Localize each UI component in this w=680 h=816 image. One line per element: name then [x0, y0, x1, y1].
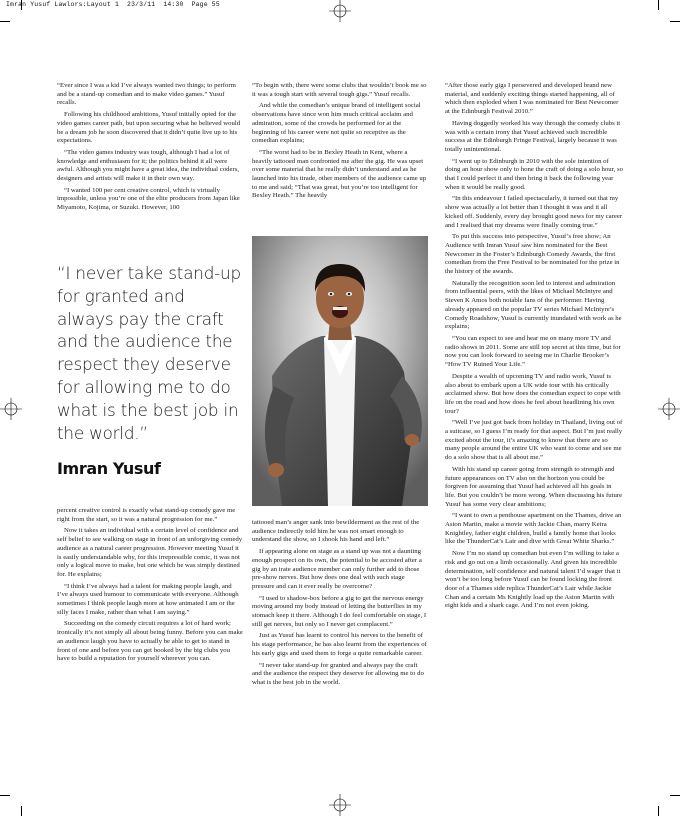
pull-quote: “I never take stand-up for granted and always pay the craft and the audience the respect they deserve for allowing me to do what is the best job in the world.”: [57, 263, 241, 443]
column-1-bottom: [57, 507, 243, 667]
paragraph: percent creative control is exactly what stand-up comedy gave me right from the start, so it was a natural progression for me.”: [57, 507, 236, 523]
paragraph: “I went up to Edinburgh in 2010 with the sole intention of doing an hour show only to hone the craft of doing a solo hour, so that I could perfect it and then bring it back the following year when it would be really good.: [445, 157, 624, 191]
paragraph: “I wanted 100 per cent creative control, which is virtually impossible, unless you’re one of the elite producers from Japan like Miyamoto, Kojima, or Suzuki. However, 100: [57, 186, 240, 212]
paragraph: tattooed man’s anger sank into bewilderment as the rest of the audience indirectly told him he was not smart enough to understand the show, so I shook his hand and left.”: [252, 519, 420, 544]
crop-mark-top-right: [658, 0, 659, 10]
slug-line: Imran Yusuf Lawlors:Layout 1 23/3/11 14:30 Page 55: [6, 1, 220, 8]
paragraph: Having doggedly worked his way through the comedy clubs it was with a certain irony that Yusuf achieved such incredible success at the Edinburgh Fringe Festival, largely because it was totally unintentional.: [445, 119, 621, 153]
paragraph: And while the comedian’s unique brand of intelligent social observations have since won him much critical acclaim and admiration, some of the crowds he performed for at the beginning of his career were not quite so receptive as the comedian explains;: [252, 102, 421, 145]
paragraph: Now it takes an individual with a certain level of confidence and self belief to see walking on stage in front of an unforgiving comedy audience as a natural career progression. However meeting Yusuf it is easily understandable why, for this irrepressible comic, it was not only a logical move to make, but one which he was simply destined for. He explains;: [57, 527, 243, 578]
paragraph: Following his childhood ambitions, Yusuf initially opted for the video games career path, but upon securing what he believed would be a dream job he soon discovered that it didn’t quite live up to his expectations.: [57, 111, 241, 145]
photo-of-imran-yusuf: [252, 236, 428, 506]
crop-mark-bottom-left-h: [0, 795, 10, 796]
paragraph: “The worst had to be in Bexley Heath in Kent, where a heavily tattooed man confronted me after the gig. He was upset over some material that he really didn’t understand and as he launched into his tirade, other members of the audience came up to me and said; “That was great, but you’re too intelligent for Bexley Heath.” The heavily: [252, 148, 427, 200]
paragraph: “I never take stand-up for granted and always pay the craft and the audience the respect they deserve for allowing me to do what is the best job in the world.: [252, 661, 424, 686]
paragraph: Naturally the recognition soon led to interest and admiration from influential peers, with the likes of Michael McIntyre and Steven K Amos both notable fans of the performer. Having already appeared on the popular TV series Michael McIntyre’s Comedy Roadshow, Yusuf is currently inundated with work as he explains;: [445, 279, 622, 331]
paragraph: “Ever since I was a kid I’ve always wanted two things; to perform and be a stand-up comedian and to make video games.” Yusuf recalls.: [57, 82, 236, 107]
paragraph: If appearing alone on stage as a stand up was not a daunting enough prospect on its own, the potential to be accosted after a gig by an irate audience member can only further add to those pre-show nerves. But how does one deal with such stage pressure and can it ever really be overcome?: [252, 548, 422, 590]
paragraph: Despite a wealth of upcoming TV and radio work, Yusuf is also about to embark upon a UK wide tour with his critically acclaimed show. But how does the comedian expect to cope with life on the road and how does he feel about headlining his own tour?: [445, 372, 621, 415]
pull-quote-attribution: Imran Yusuf: [57, 459, 161, 478]
column-3: [445, 82, 623, 614]
registration-mark-bottom: [329, 794, 351, 816]
paragraph: “In this endeavour I failed spectacularly, it turned out that my show was actually a lot better than I thought it was and it all kicked off. Suddenly, every day brought good news for my career and I realised that my dreams were finally coming true.”: [445, 195, 623, 229]
crop-mark-bottom-left: [21, 806, 22, 816]
paragraph: “Well I’ve just got back from holiday in Thailand, living out of a suitcase, so I guess I’m ready for that aspect. But I’m just really excited about the tour, it’s amazing to know that there are so many people around the entire UK who want to come and see me do a solo show that is all about me.”: [445, 419, 623, 462]
paragraph: To put this success into perspective, Yusuf’s free show; An Audience with Imran Yusuf saw him nominated for the Best Newcomer in the Foster’s Edinburgh Comedy Awards, the first comedian from the Free Festival to be nominated for the prize in the history of the awards.: [445, 233, 620, 276]
paragraph: “I used to shadow-box before a gig to get the nervous energy moving around my body instead of letting the butterflies in my stomach keep it there. Although I do feel comfortable on stage, I still get nerves, but only so I never get complacent.”: [252, 594, 427, 628]
paragraph: With his stand up career going from strength to strength and future appearances on TV also on the horizon you could be forgiven for assuming that Yusuf had achieved all his goals in life. But you couldn’t be more wrong. When discussing his future Yusuf has some very clear ambitions;: [445, 465, 623, 508]
registration-mark-right: [658, 398, 680, 420]
paragraph: “The video games industry was tough, although I had a lot of knowledge and enthusiasm for it; the politics behind it all were awful. Although you might have a great idea, the individual coders, designers and artists will make it in their own way.: [57, 148, 240, 183]
paragraph: Just as Yusuf has learnt to control his nerves to the benefit of his stage performance, he has also learnt from the experiences of his early gigs and used them to forge a quite remarkable career.: [252, 632, 427, 657]
crop-mark-top-right-h: [670, 21, 680, 22]
registration-mark-top: [329, 0, 351, 22]
paragraph: “You can expect to see and hear me on many more TV and radio shows in 2011. Some are still top secret at this time, but for now you can look forward to seeing me in Charlie Brooker’s “How TV Ruined Your Life.”: [445, 334, 621, 369]
column-2-bottom: [252, 519, 428, 691]
crop-mark-top-left: [21, 0, 22, 10]
crop-mark-bottom-right: [658, 806, 659, 816]
crop-mark-top-left-h: [0, 21, 10, 22]
paragraph: “I think I’ve always had a talent for making people laugh, and I’ve always used humour to communicate with everyone. Although sometimes I think people laugh more at how animated I am or the silly faces I make, rather than what I am saying.”: [57, 582, 239, 616]
paragraph: “To begin with, there were some clubs that wouldn’t book me so it was a tough start with several tough gigs.” Yusuf recalls.: [252, 82, 427, 98]
paragraph: “I want to own a penthouse apartment on the Thames, drive an Aston Martin, make a movie with Jackie Chan, marry Keira Knightley, father eight children, build a family home that looks like the ThunderCat’s Lair and dive with Great White Sharks.”: [445, 512, 622, 546]
crop-mark-bottom-right-h: [670, 795, 680, 796]
paragraph: “After those early gigs I persevered and developed brand new material, and suddenly exciting things started happening, all of which then exploded when I was nominated for Best Newcomer at the Edinburgh Festival 2010.”: [445, 82, 619, 116]
column-1-top: [57, 82, 243, 216]
paragraph: Succeeding on the comedy circuit requires a lot of hard work; ironically it’s not simply all about being funny. Before you can make an audience laugh you have to actually be able to get to stand in front of one and before you can get booked by the big clubs you have to build a reputation for yourself wherever you can.: [57, 620, 243, 663]
portrait-illustration: [252, 236, 428, 506]
paragraph: Now I’m no stand up comedian but even I’m willing to take a risk and go out on a limb occasionally. And given his incredible determination, self confidence and natural talent I’d wager that it won’t be too long before Yusuf can be found locking the front door of a Thames side replica ThunderCat’s Lair while Jackie Chan and a certain Ms Knightly load up the Aston Martin with eight kids and a shark cage. And I’m not even joking.: [445, 550, 621, 610]
column-2-top: [252, 82, 428, 204]
registration-mark-left: [0, 398, 22, 420]
